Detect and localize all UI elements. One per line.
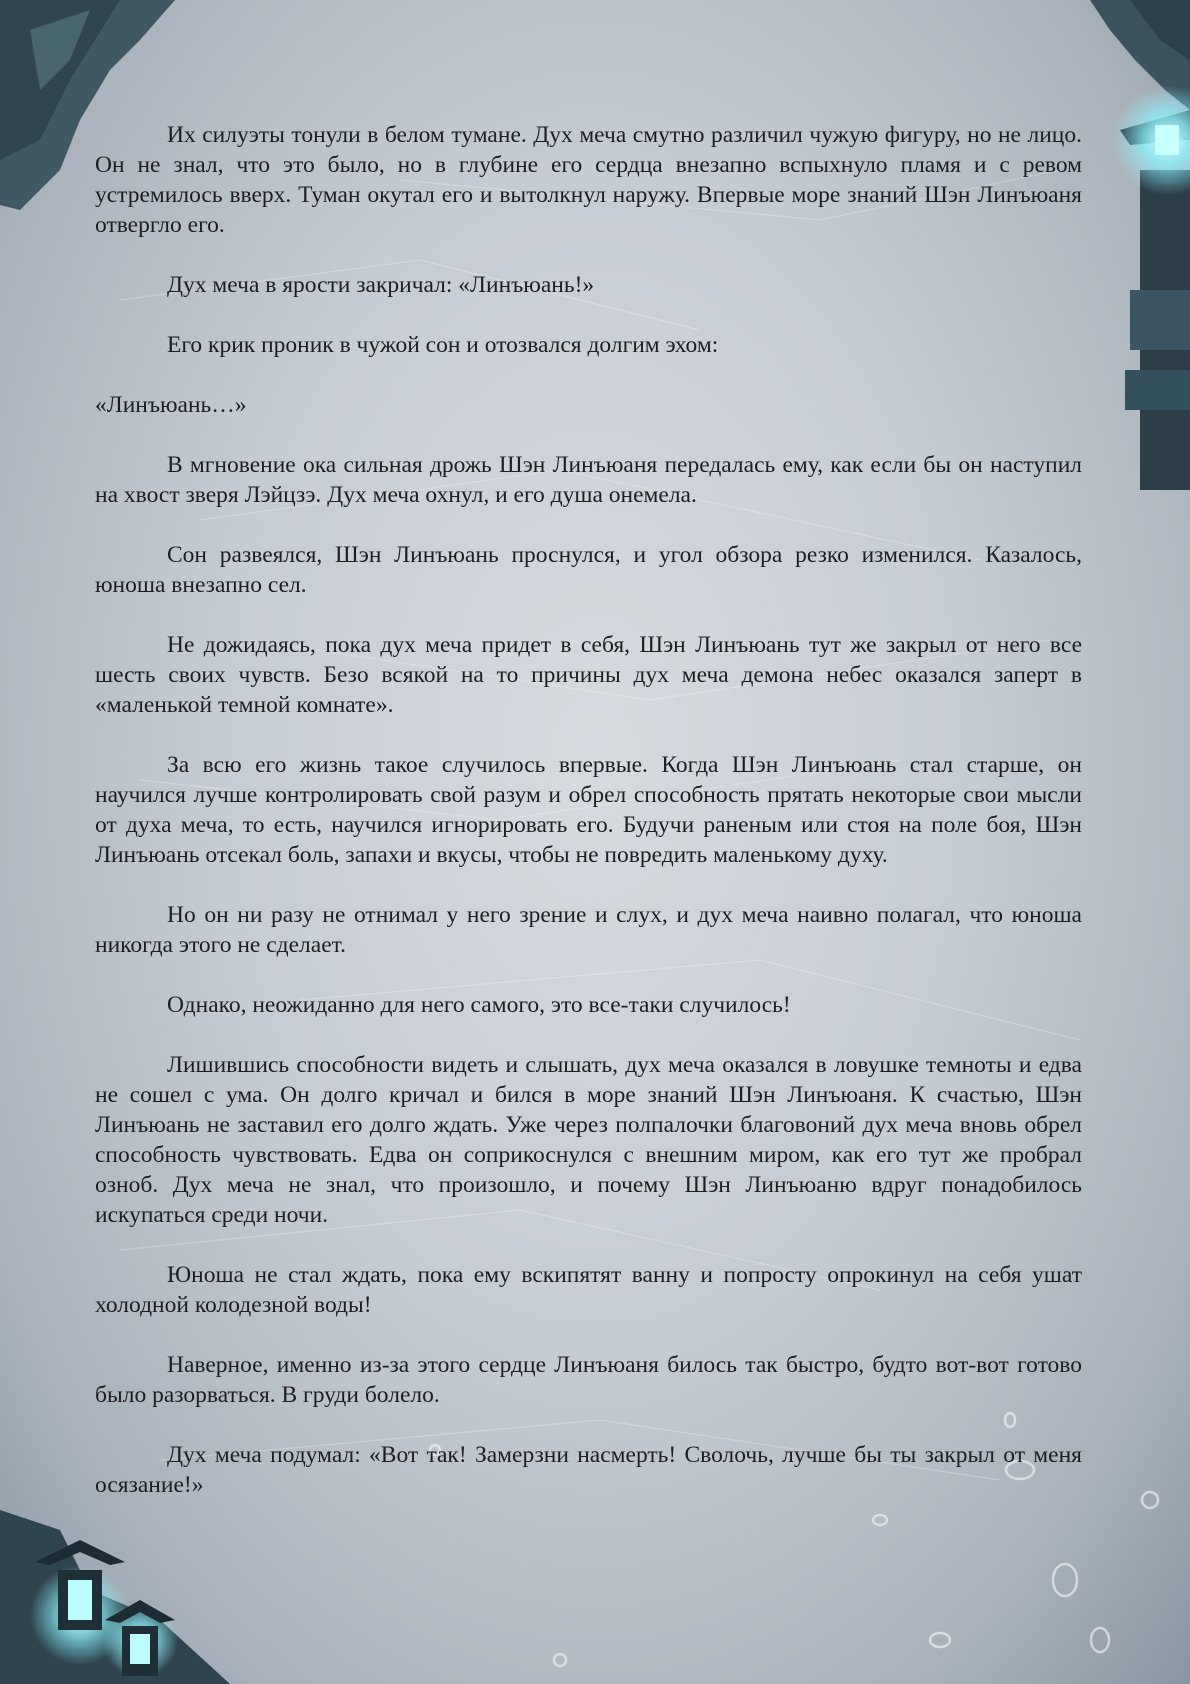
document-body	[95, 120, 1082, 1530]
paragraph: «Линъюань…»	[95, 392, 247, 418]
paragraph: Его крик проник в чужой сон и отозвался долгим эхом:	[167, 332, 719, 358]
paragraph: В мгновение ока сильная дрожь Шэн Линъюаня передалась ему, как если бы он наступил на хвост зверя Лэйцзэ. Дух меча охнул, и его душа онемела.	[95, 452, 1082, 508]
paragraph: Сон развеялся, Шэн Линъюань проснулся, и угол обзора резко изменился. Казалось, юноша внезапно сел.	[95, 542, 1082, 598]
paragraph: Лишившись способности видеть и слышать, дух меча оказался в ловушке темноты и едва не сошел с ума. Он долго кричал и бился в море знаний Шэн Линъюаня. К счастью, Шэн Линъюань не заставил его долго ждать. Уже через полпалочки благовоний дух меча вновь обрел способность чувствовать. Едва он соприкоснулся с внешним миром, как его тут же пробрал озноб. Дух меча не знал, что произошло, и почему Шэн Линъюаню вдруг понадобилось искупаться среди ночи.	[95, 1052, 1082, 1228]
paragraph: Не дожидаясь, пока дух меча придет в себя, Шэн Линъюань тут же закрыл от него все шесть своих чувств. Безо всякой на то причины дух меча демона небес оказался заперт в «маленькой темной комнате».	[95, 632, 1082, 718]
lantern-tower-right	[1110, 70, 1190, 490]
paragraph: Однако, неожиданно для него самого, это все-таки случилось!	[167, 992, 791, 1018]
paragraph: Юноша не стал ждать, пока ему вскипятят ванну и попросту опрокинул на себя ушат холодной колодезной воды!	[95, 1262, 1082, 1318]
paragraph: Их силуэты тонули в белом тумане. Дух меча смутно различил чужую фигуру, но не лицо. Он не знал, что это было, но в глубине его сердца внезапно вспыхнуло пламя и с ревом устремилось вверх. Туман окутал его и вытолкнул наружу. Впервые море знаний Шэн Линъюаня отвергло его.	[95, 122, 1082, 238]
paragraph: За всю его жизнь такое случилось впервые. Когда Шэн Линъюань стал старше, он научился лучше контролировать свой разум и обрел способность прятать некоторые свои мысли от духа меча, то есть, научился игнорировать его. Будучи раненым или стоя на поле боя, Шэн Линъюань отсекал боль, запахи и вкусы, чтобы не повредить маленькому духу.	[95, 752, 1082, 868]
paragraph: Дух меча подумал: «Вот так! Замерзни насмерть! Сволочь, лучше бы ты закрыл от меня осязание!»	[95, 1442, 1082, 1498]
paragraph: Дух меча в ярости закричал: «Линъюань!»	[167, 272, 595, 298]
paragraph: Но он ни разу не отнимал у него зрение и слух, и дух меча наивно полагал, что юноша никогда этого не сделает.	[95, 902, 1082, 958]
paragraph: Наверное, именно из-за этого сердце Линъюаня билось так быстро, будто вот-вот готово было разорваться. В груди болело.	[95, 1352, 1082, 1408]
